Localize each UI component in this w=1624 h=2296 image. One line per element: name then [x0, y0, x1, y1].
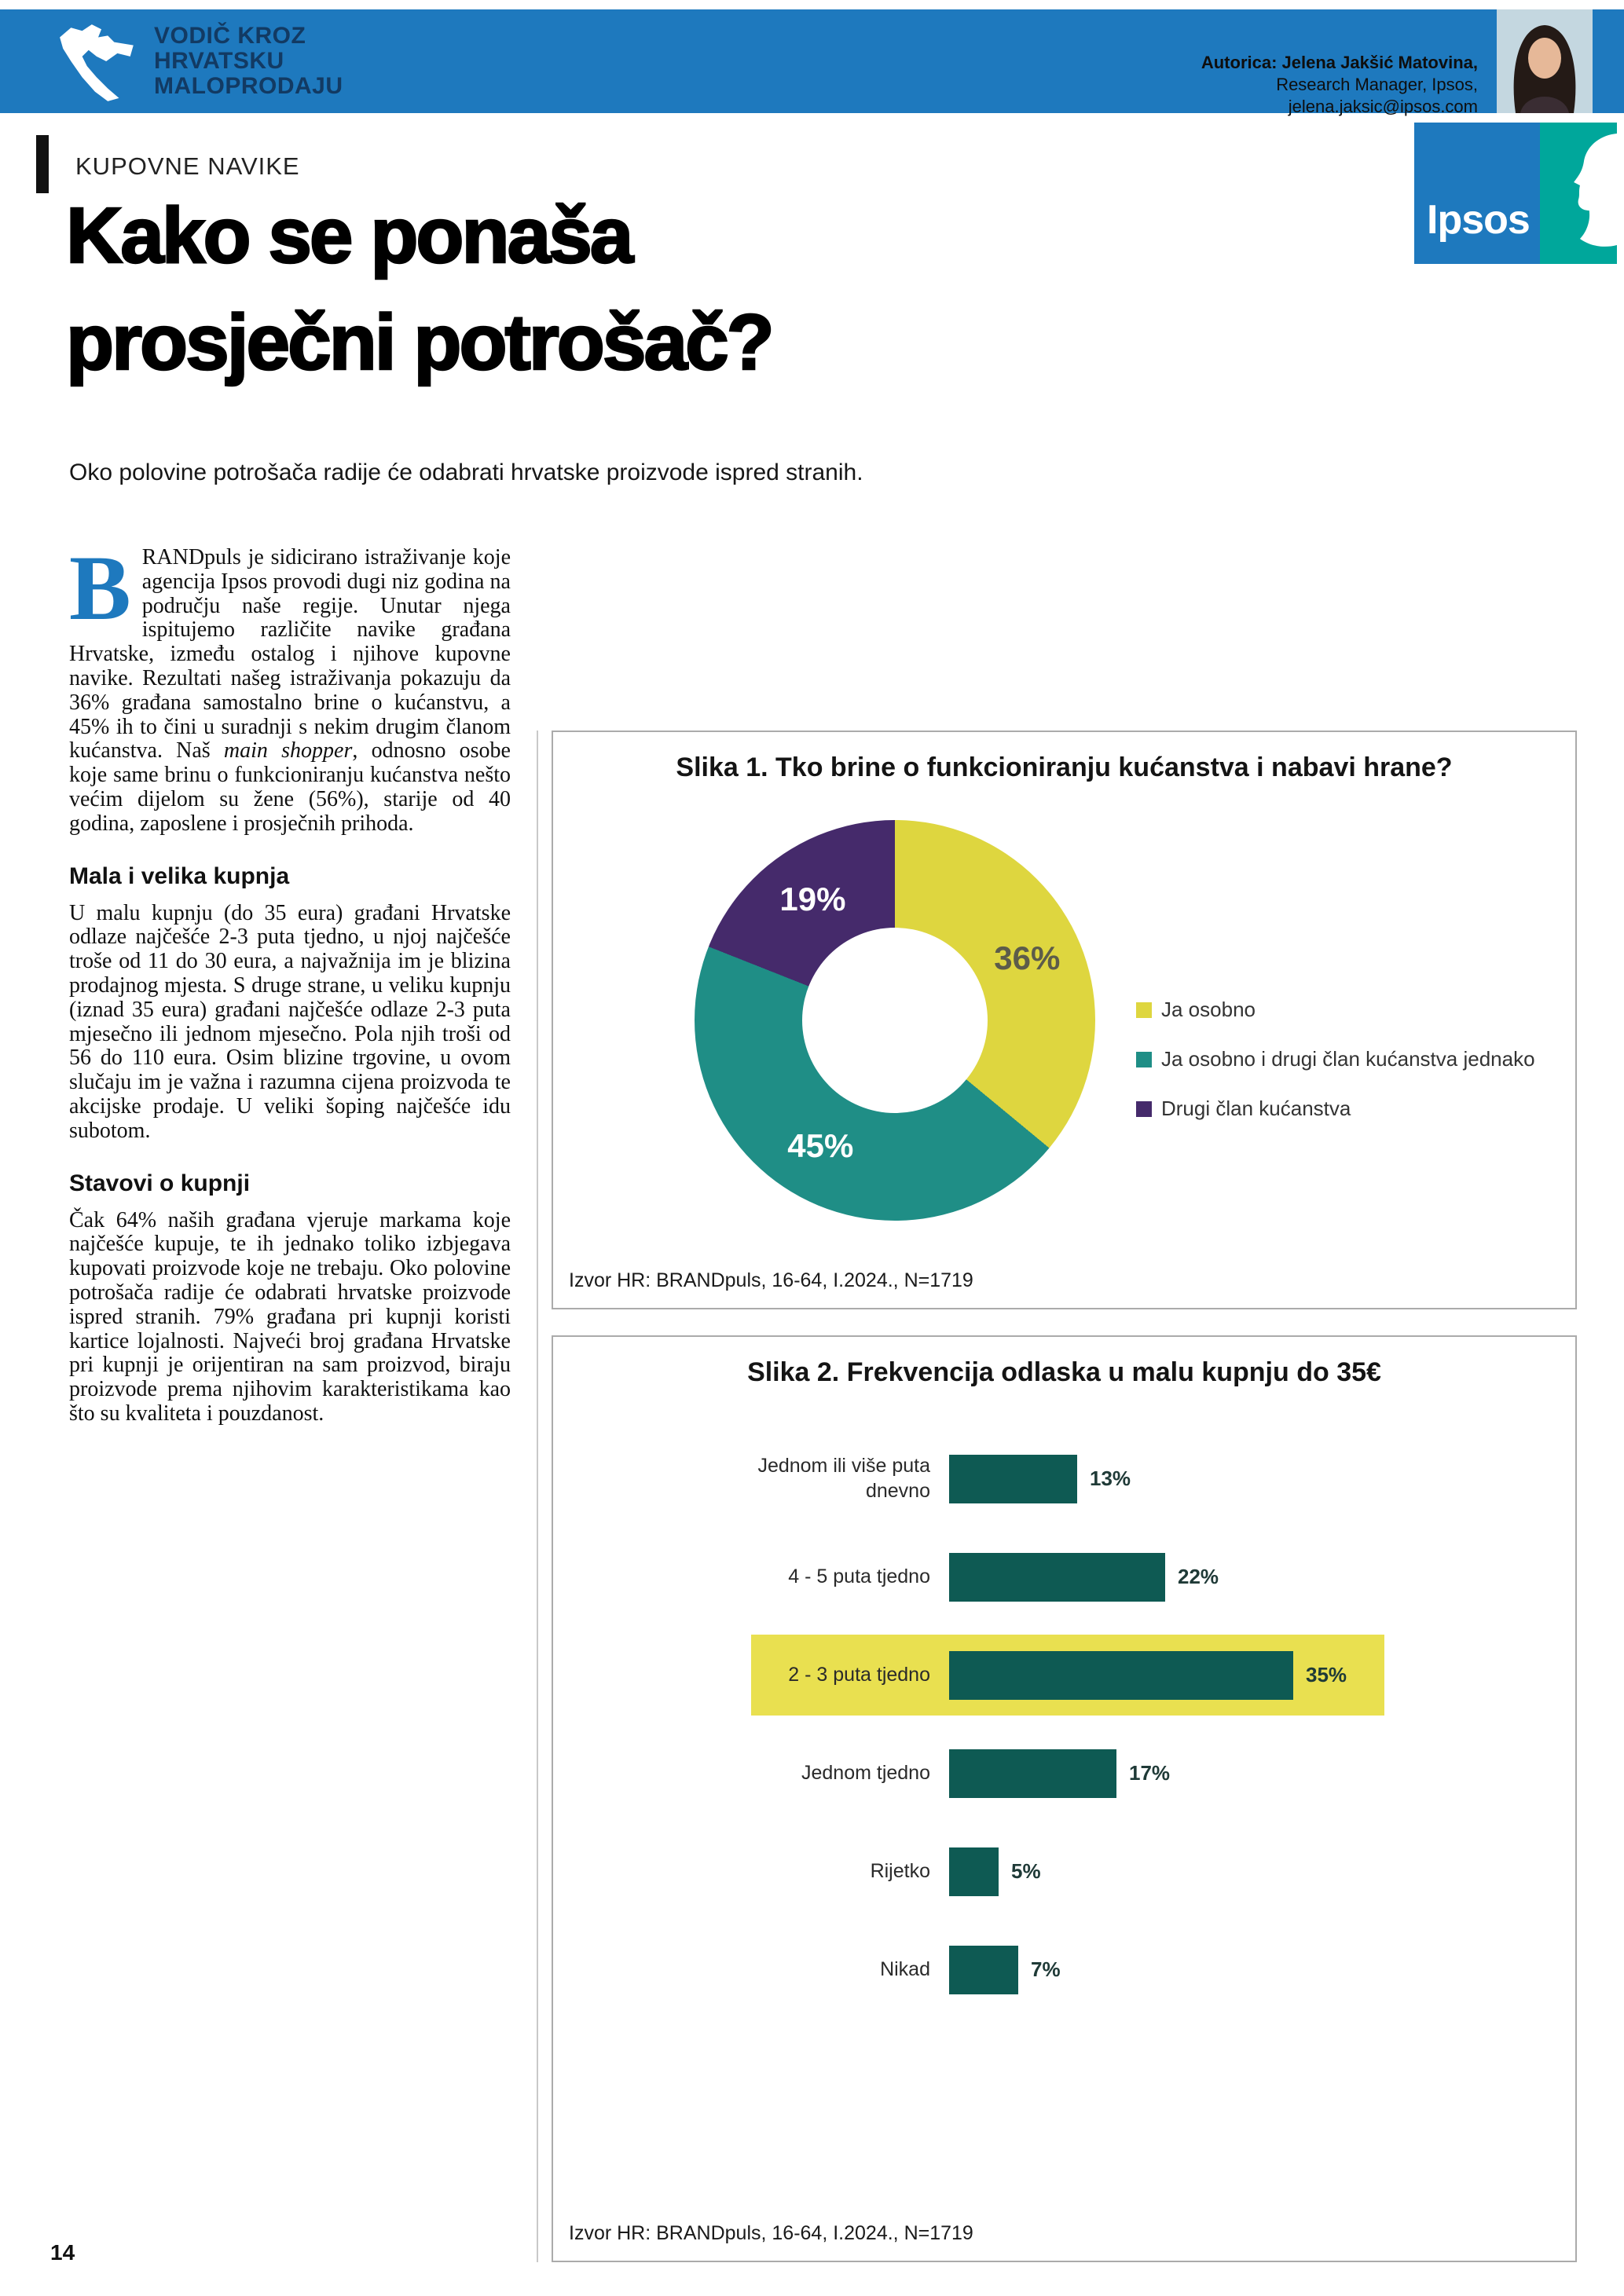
chart1-title: Slika 1. Tko brine o funkcioniranju kućanstva i nabavi hrane? — [676, 753, 1453, 782]
donut-slice-label: 45% — [787, 1127, 854, 1165]
ipsos-face-icon — [1540, 123, 1617, 264]
legend-label: Ja osobno — [1161, 998, 1256, 1021]
paragraph-italic: main shopper — [223, 738, 353, 764]
author-photo — [1497, 9, 1593, 113]
section-kicker: KUPOVNE NAVIKE — [75, 152, 300, 180]
bar-row — [553, 1724, 1575, 1822]
donut-legend — [1136, 998, 1535, 1121]
article-text-column — [69, 536, 511, 1426]
bar-category-label: 4 - 5 puta tjedno — [788, 1565, 930, 1587]
subheading-stavovi-o-kupnji: Stavovi o kupnji — [69, 1170, 251, 1196]
legend-item — [1136, 1047, 1535, 1071]
legend-item — [1136, 998, 1535, 1022]
bar-value-label: 35% — [1306, 1663, 1347, 1686]
column-divider — [537, 731, 538, 2262]
chart2-title: Slika 2. Frekvencija odlaska u malu kupnju do 35€ — [747, 1357, 1381, 1387]
legend-label: Drugi član kućanstva — [1161, 1097, 1351, 1120]
title-line-2: prosječni potrošač? — [66, 298, 772, 386]
legend-swatch — [1136, 1101, 1152, 1117]
bar-value-label: 7% — [1031, 1957, 1061, 1981]
article-paragraph-2: U malu kupnju (do 35 eura) građani Hrvatske odlaze najčešće 2-3 puta tjedno, u njoj najčešće troše od 11 do 30 eura, a najvažnija im je blizina prodajnog mjesta. S druge strane, u veliku kupnju (iznad 35 eura) građani najčešće odlaze 2-3 puta mjesečno ili jednom mjesečno. Pola njih troši od 56 do 110 eura. Osim blizine trgovine, u ovom slučaju im je važna i razumna cijena proizvoda te akcijske prodaje. U veliki šoping najčešće idu subotom. — [69, 900, 511, 1143]
dropcap: B — [69, 536, 131, 639]
brand-title — [154, 24, 343, 99]
chart1-source: Izvor HR: BRANDpuls, 16-64, I.2024., N=1719 — [569, 1269, 973, 1291]
legend-item — [1136, 1097, 1535, 1121]
bar-row — [553, 1430, 1575, 1528]
bar-row — [553, 1626, 1575, 1724]
brand-line: VODIČ KROZ — [154, 23, 306, 49]
bar-value-label: 13% — [1090, 1467, 1131, 1490]
donut-chart — [695, 820, 1095, 1221]
bar-row — [553, 1921, 1575, 2019]
croatia-map-icon — [55, 16, 143, 107]
bar-value-label: 22% — [1178, 1565, 1219, 1588]
chart2-source: Izvor HR: BRANDpuls, 16-64, I.2024., N=1719 — [569, 2222, 973, 2244]
page-title — [66, 182, 772, 396]
article-paragraph-1 — [69, 536, 511, 837]
ipsos-logo-wordmark — [1414, 123, 1540, 264]
article-paragraph-3: Čak 64% naših građana vjeruje markama koje najčešće kupuje, te ih jednako toliko izbjegava kupovati proizvode koje ne trebaju. Oko polovine potrošača radije će odabrati hrvatske proizvode ispred stranih. 79% građana pri kupnji koristi kartice lojalnosti. Najveći broj građana Hrvatske pri kupnji je orijentiran na sam proizvod, biraju proizvode prema njihovim karakteristikama kao što su kvaliteta i pouzdanost. — [69, 1207, 511, 1426]
chart2-box — [552, 1335, 1577, 2262]
ipsos-logo-text: Ipsos — [1427, 197, 1530, 243]
donut-slice-label: 36% — [994, 939, 1061, 976]
donut-hole — [802, 928, 988, 1113]
bar — [949, 1455, 1077, 1503]
legend-label: Ja osobno i drugi član kućanstva jednako — [1161, 1047, 1535, 1071]
header-banner — [0, 9, 1624, 117]
author-block — [1201, 52, 1478, 118]
bar-value-label: 5% — [1011, 1859, 1041, 1883]
bar-row — [553, 1822, 1575, 1921]
bar-value-label: 17% — [1129, 1761, 1171, 1785]
author-role: Research Manager, Ipsos, — [1276, 75, 1478, 95]
legend-swatch — [1136, 1002, 1152, 1018]
bar-chart — [553, 1430, 1575, 2019]
kicker-bar — [36, 135, 49, 193]
bar-category-label: 2 - 3 puta tjedno — [788, 1663, 930, 1686]
author-name: Autorica: Jelena Jakšić Matovina, — [1201, 53, 1478, 72]
donut-slice-label: 19% — [779, 881, 846, 918]
legend-swatch — [1136, 1052, 1152, 1067]
bar-category-label: Jednom tjedno — [801, 1761, 930, 1784]
bar — [949, 1651, 1293, 1700]
brand-line: MALOPRODAJU — [154, 73, 343, 100]
page-number: 14 — [50, 2240, 75, 2265]
bar — [949, 1749, 1116, 1798]
bar — [949, 1847, 999, 1896]
bar-category-label: Nikad — [880, 1957, 930, 1980]
paragraph-text: , odnosno osobe koje same brinu o funkcioniranju kućanstva nešto većim dijelom su žene (56%), starije od 40 godina, zaposlene i prosječnih prihoda. — [69, 738, 511, 836]
subtitle: Oko polovine potrošača radije će odabrati hrvatske proizvode ispred stranih. — [69, 460, 863, 485]
brand-line: HRVATSKU — [154, 48, 284, 75]
author-email: jelena.jaksic@ipsos.com — [1288, 97, 1478, 117]
bar-category-label: Jednom ili više puta dnevno — [757, 1455, 930, 1502]
chart1-box — [552, 731, 1577, 1309]
bar-category-label: Rijetko — [870, 1859, 930, 1882]
bar — [949, 1553, 1165, 1602]
paragraph-text: RANDpuls je sidicirano istraživanje koje agencija Ipsos provodi dugi niz godina na području naše regije. Unutar njega ispitujemo različite navike građana Hrvatske, između ostalog i njihove kupovne navike. Rezultati našeg istraživanja pokazuju da 36% građana samostalno brine o kućanstvu, a 45% ih to čini u suradnji s nekim drugim članom kućanstva. Naš — [69, 545, 511, 764]
bar-row — [553, 1528, 1575, 1626]
bar — [949, 1946, 1018, 1994]
subheading-mala-velika-kupnja: Mala i velika kupnja — [69, 862, 290, 889]
title-line-1: Kako se ponaša — [66, 192, 632, 280]
ipsos-logo — [1414, 123, 1617, 264]
